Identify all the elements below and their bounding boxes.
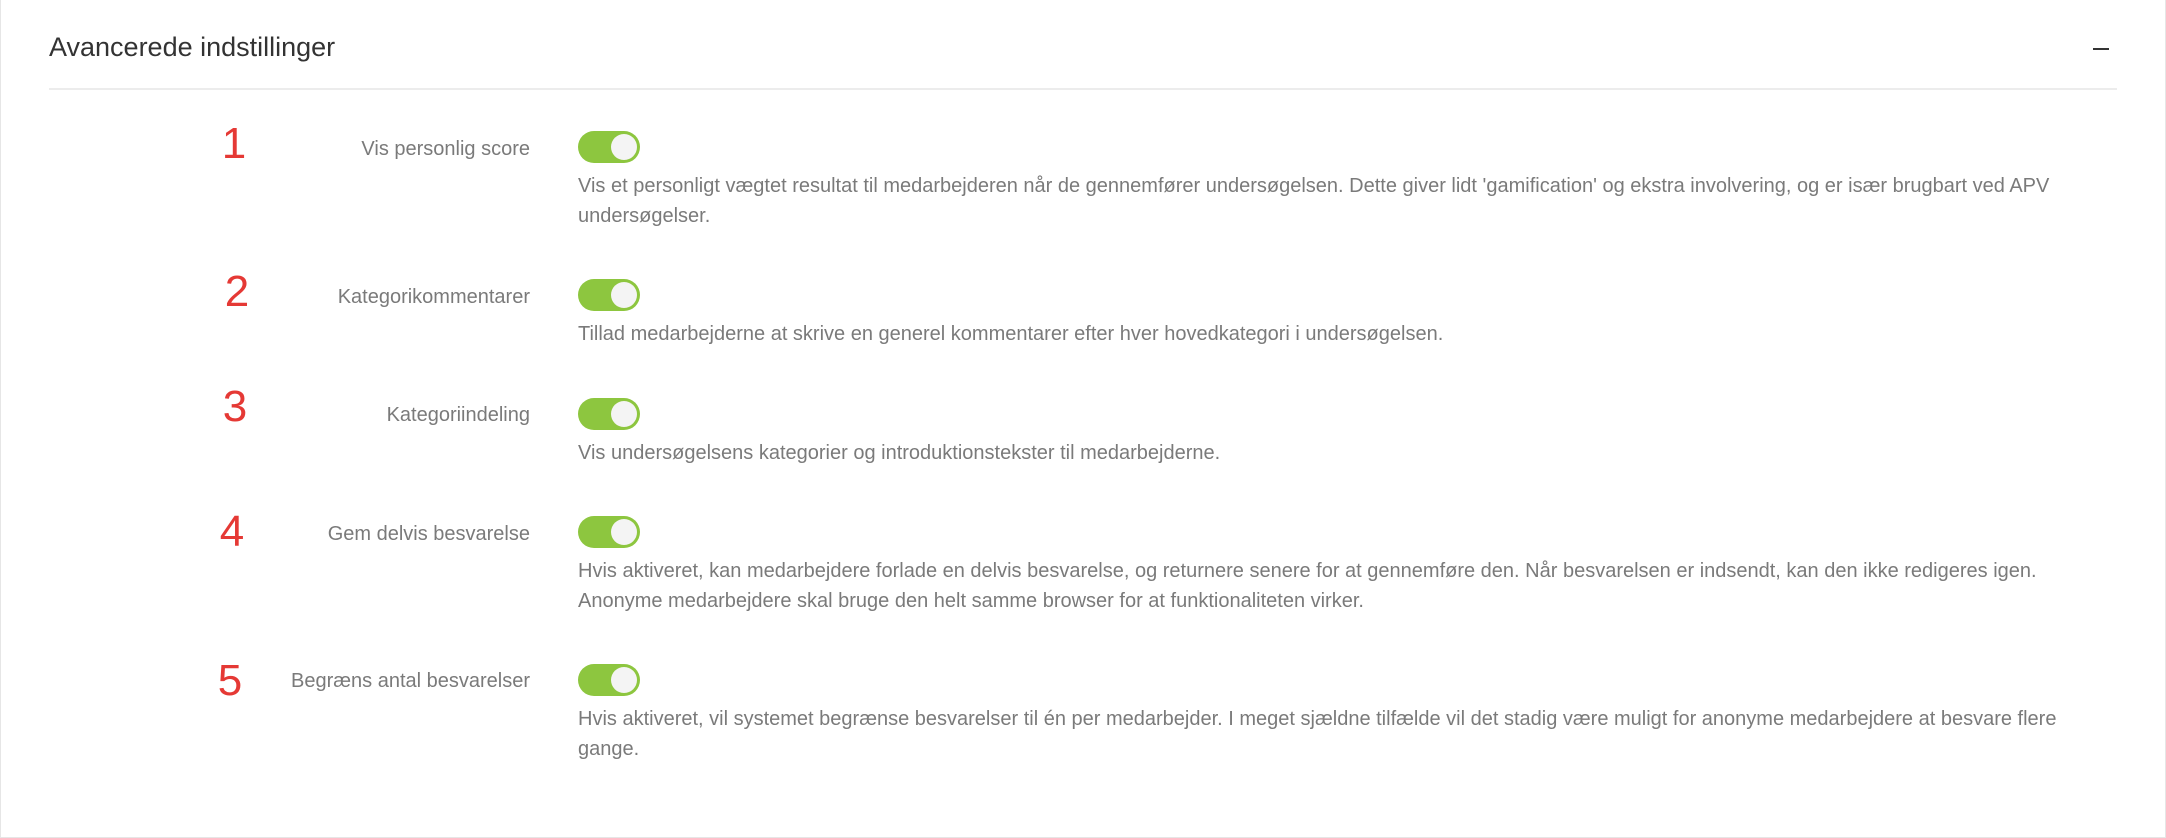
- panel-title: Avancerede indstillinger: [49, 32, 336, 62]
- setting-description: Vis et personligt vægtet resultat til medarbejderen når de gennemfører undersøgelsen. Dette giver lidt 'gamification' og ekstra involvering, og er især brugbart ved APV undersøgelser.: [578, 175, 2050, 227]
- setting-label: Gem delvis besvarelse: [327, 523, 530, 545]
- panel-header: [49, 0, 2117, 90]
- setting-label: Begræns antal besvarelser: [290, 670, 530, 692]
- setting-description: Hvis aktiveret, vil systemet begrænse besvarelser til én per medarbejder. I meget sjældne tilfælde vil det stadig være muligt for anonyme medarbejdere at besvare flere gange.: [578, 708, 2057, 760]
- toggle-switch[interactable]: [578, 664, 640, 696]
- setting-description: Hvis aktiveret, kan medarbejdere forlade en delvis besvarelse, og returnere senere for at gennemføre den. Når besvarelsen er indsendt, kan den ikke redigeres igen. Anonyme medarbejdere skal bruge den helt samme browser for at funktionaliteten virker.: [578, 560, 2037, 612]
- toggle-knob: [611, 519, 637, 545]
- toggle-switch[interactable]: [578, 398, 640, 430]
- annotation-marker: 5: [217, 656, 243, 705]
- toggle-switch[interactable]: [578, 516, 640, 548]
- annotation-marker: 3: [222, 382, 248, 431]
- toggle-knob: [611, 667, 637, 693]
- collapse-button[interactable]: [2087, 38, 2117, 58]
- setting-label: Kategorikommentarer: [337, 286, 530, 308]
- annotation-marker: 1: [221, 119, 247, 168]
- toggle-knob: [611, 282, 637, 308]
- annotation-marker: 4: [219, 507, 245, 556]
- annotation-marker: 2: [224, 267, 250, 316]
- setting-label: Kategoriindeling: [386, 404, 530, 426]
- setting-description: Vis undersøgelsens kategorier og introduktionstekster til medarbejderne.: [578, 442, 1221, 464]
- setting-label: Vis personlig score: [361, 138, 530, 160]
- toggle-knob: [611, 401, 637, 427]
- toggle-switch[interactable]: [578, 279, 640, 311]
- setting-description: Tillad medarbejderne at skrive en generel kommentarer efter hver hovedkategori i undersøgelsen.: [578, 323, 1444, 345]
- minus-icon: [2093, 48, 2109, 50]
- toggle-knob: [611, 134, 637, 160]
- toggle-switch[interactable]: [578, 131, 640, 163]
